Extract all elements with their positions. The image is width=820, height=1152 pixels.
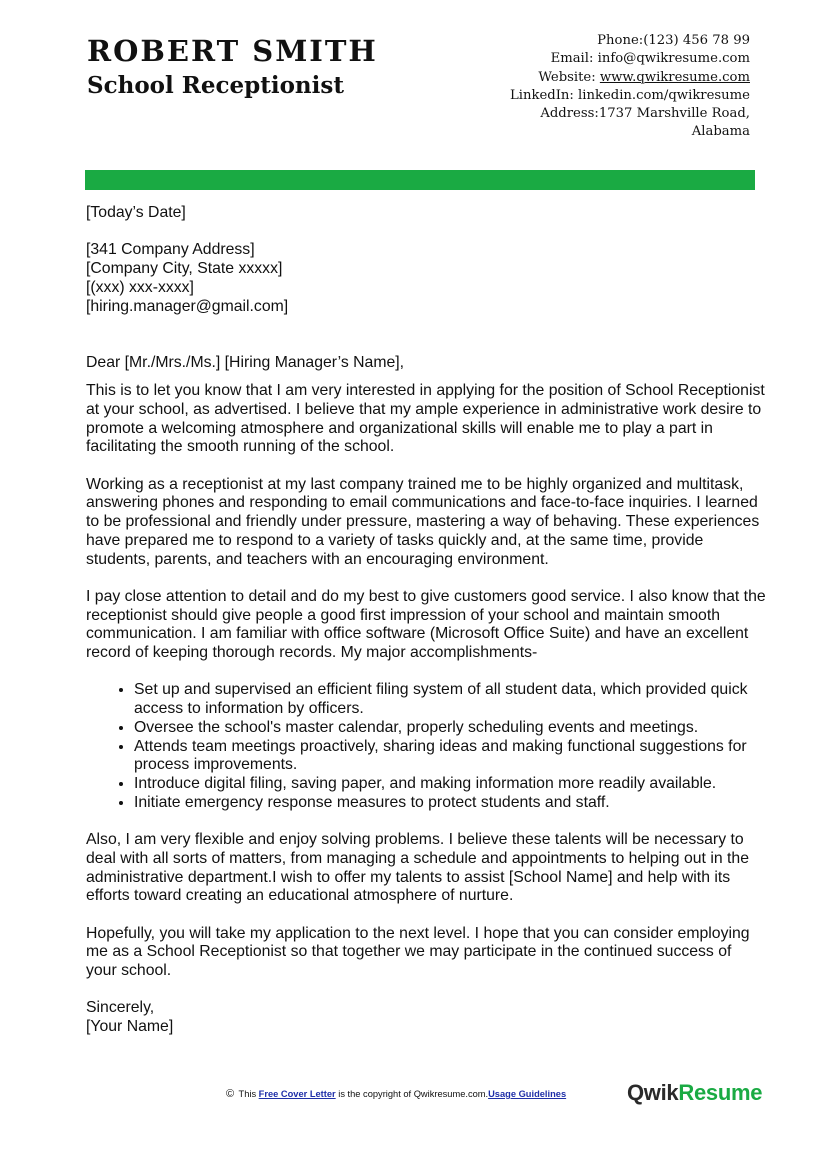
usage-guidelines-link[interactable]: Usage Guidelines bbox=[488, 1089, 567, 1099]
contact-email: Email: info@qwikresume.com bbox=[550, 51, 750, 67]
letter-date: [Today’s Date] bbox=[86, 204, 186, 221]
footer-prefix: This bbox=[236, 1089, 259, 1099]
website-link[interactable]: www.qwikresume.com bbox=[599, 69, 750, 85]
footer-middle: is the copyright of Qwikresume.com. bbox=[335, 1089, 489, 1099]
list-item: • Initiate emergency response measures to protect students and staff. bbox=[134, 794, 766, 813]
list-item: • Oversee the school's master calendar, properly scheduling events and meetings. bbox=[134, 719, 766, 738]
recipient-address: [341 Company Address] bbox=[86, 241, 255, 259]
signoff: Sincerely, bbox=[86, 999, 155, 1017]
recipient-email: [hiring.manager@gmail.com] bbox=[86, 297, 289, 315]
logo-part-resume: Resume bbox=[678, 1080, 763, 1105]
qwikresume-logo bbox=[627, 1080, 762, 1106]
copyright-icon: © bbox=[226, 1088, 235, 1100]
contact-address-line1: Address:1737 Marshville Road, bbox=[540, 106, 750, 122]
applicant-title: School Receptionist bbox=[87, 72, 344, 99]
paragraph-3: I pay close attention to detail and do my best to give customers good service. I also know that the receptionist should give people a good first impression of your school and maintain smooth communication. I am familiar with office software (Microsoft Office Suite) and have an excellent record of keeping thorough records. My major accomplishments- bbox=[86, 587, 766, 662]
list-item: • Attends team meetings proactively, sharing ideas and making functional suggestions for process improvements. bbox=[134, 738, 766, 775]
paragraph-5: Hopefully, you will take my application to the next level. I hope that you can consider employing me as a School Receptionist so that together we may participate in the continued success of your school. bbox=[86, 924, 750, 979]
salutation: Dear [Mr./Mrs./Ms.] [Hiring Manager’s Name], bbox=[86, 353, 405, 371]
list-item: • Set up and supervised an efficient filing system of all student data, which provided quick access to information by officers. bbox=[134, 681, 766, 718]
signature: [Your Name] bbox=[86, 1018, 174, 1036]
letter-body bbox=[86, 204, 766, 1037]
contact-website bbox=[450, 69, 750, 87]
free-cover-letter-link[interactable]: Free Cover Letter bbox=[258, 1089, 336, 1099]
recipient-phone: [(xxx) xxx-xxxx] bbox=[86, 278, 194, 296]
logo-part-qwik: Qwik bbox=[627, 1080, 679, 1105]
contact-address-line2: Alabama bbox=[691, 124, 750, 140]
accent-divider bbox=[85, 170, 755, 190]
contact-block bbox=[450, 32, 750, 142]
footer-copyright bbox=[226, 1088, 566, 1100]
website-label: Website: bbox=[538, 69, 600, 85]
paragraph-2: Working as a receptionist at my last company trained me to be highly organized and multitask, answering phones and responding to email communications and face-to-face inquiries. I learned to be professional and friendly under pressure, mastering a way of behaving. These experiences have prepared me to respond to a variety of tasks quickly and, at the same time, provide students, parents, and teachers with an encouraging environment. bbox=[86, 475, 760, 568]
accomplishments-list bbox=[86, 681, 766, 812]
recipient-city-state: [Company City, State xxxxx] bbox=[86, 260, 283, 278]
contact-phone: Phone:(123) 456 78 99 bbox=[597, 33, 750, 48]
applicant-name: ROBERT SMITH bbox=[87, 34, 378, 68]
paragraph-4: Also, I am very flexible and enjoy solving problems. I believe these talents will be necessary to deal with all sorts of matters, from managing a schedule and appointments to helping out in the administrative department.I wish to offer my talents to assist [School Name] and help with its efforts toward creating an educational atmosphere of nurture. bbox=[86, 831, 749, 905]
paragraph-1: This is to let you know that I am very interested in applying for the position of School Receptionist at your school, as advertised. I believe that my ample experience in administrative work desire to promote a welcoming atmosphere and organizational skills will enable me to play a part in facilitating the smooth running of the school. bbox=[86, 382, 765, 456]
contact-linkedin: LinkedIn: linkedin.com/qwikresume bbox=[509, 87, 750, 103]
list-item: • Introduce digital filing, saving paper, and making information more readily available. bbox=[134, 775, 766, 794]
